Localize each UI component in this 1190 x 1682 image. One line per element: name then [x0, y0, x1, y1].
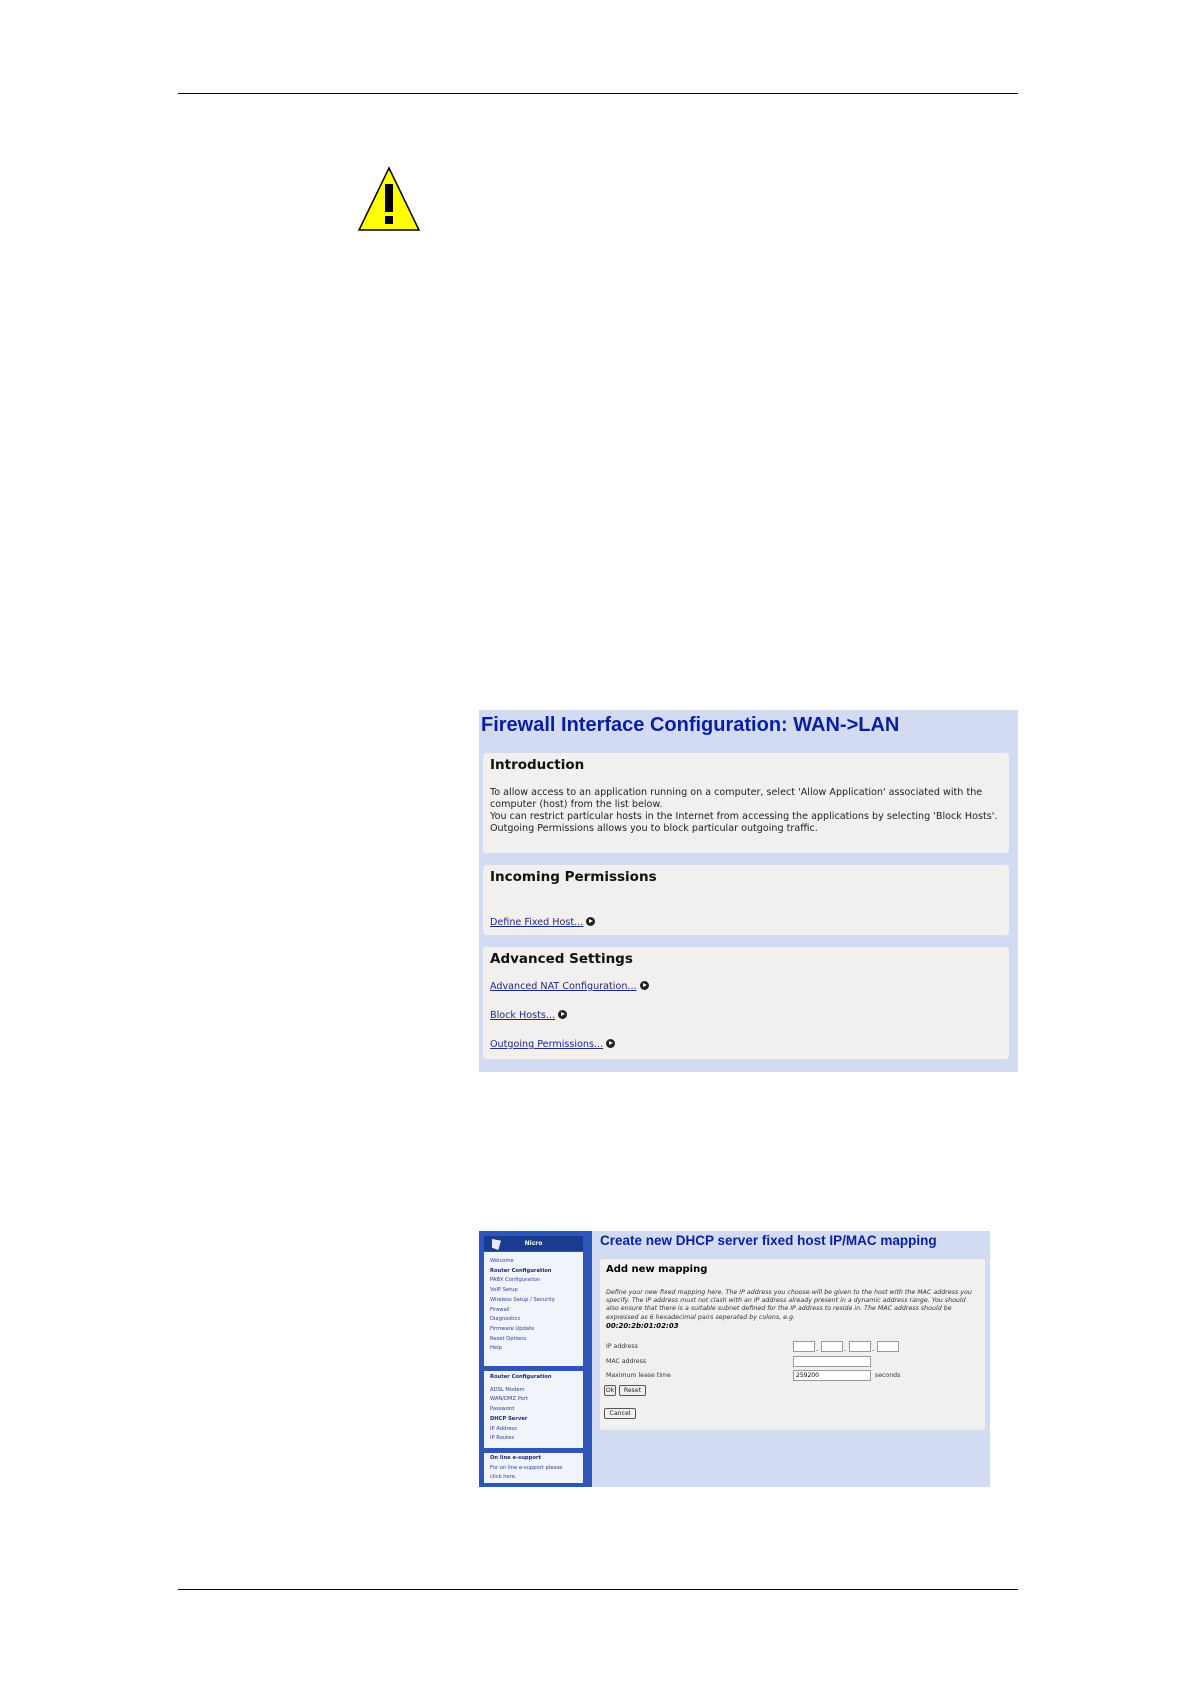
mac-address-input[interactable]	[793, 1356, 871, 1367]
ip-octet-3-input[interactable]	[849, 1341, 871, 1352]
block-hosts-label: Block Hosts...	[490, 1010, 555, 1021]
ip-octet-4-input[interactable]	[877, 1341, 899, 1352]
define-fixed-host-label: Define Fixed Host...	[490, 917, 584, 928]
lease-time-input[interactable]: 259200	[793, 1370, 871, 1381]
sidebar-item-pabx[interactable]: PABX Configuration	[490, 1277, 541, 1284]
ip-dot: .	[816, 1345, 819, 1353]
support-heading: On line e-support	[490, 1455, 541, 1461]
sidebar-item-help[interactable]: Help	[490, 1345, 502, 1352]
advanced-settings-heading: Advanced Settings	[490, 951, 633, 967]
add-mapping-heading: Add new mapping	[606, 1264, 708, 1275]
mapping-description: Define your new fixed mapping here. The IP address you choose will be given to the host with the MAC address you specify. The IP address must not clash with an IP address already present in a dynamic address range. You should also ensure that there is a suitable subnet defined for the IP address to reside in. The MAC address should be expressed as 6 hexadecimal pairs seperated by colons, e.g.	[606, 1289, 972, 1321]
ip-address-label: IP address	[606, 1343, 638, 1350]
sidebar-item-password[interactable]: Password	[490, 1406, 515, 1413]
firewall-title: Firewall Interface Configuration: WAN->LAN	[481, 714, 900, 736]
sidebar-item-firmware[interactable]: Firmware Update	[490, 1325, 535, 1332]
support-link[interactable]: click here.	[490, 1474, 517, 1481]
sidebar-router-menu	[484, 1371, 583, 1448]
intro-text-2: You can restrict particular hosts in the Internet from accessing the applications by selecting 'Block Hosts'.	[490, 811, 998, 822]
cancel-button[interactable]: Cancel	[604, 1408, 636, 1419]
mac-address-label: MAC address	[606, 1358, 647, 1365]
seconds-label: seconds	[875, 1372, 901, 1379]
ok-button[interactable]: Ok	[605, 1387, 615, 1394]
arrow-right-icon	[640, 981, 649, 990]
sidebar	[479, 1231, 592, 1487]
reset-button[interactable]: Reset	[619, 1385, 646, 1396]
header-rule	[178, 93, 1018, 94]
intro-text-3: Outgoing Permissions allows you to block particular outgoing traffic.	[490, 823, 818, 834]
sidebar-item-voip[interactable]: VoIP Setup	[490, 1287, 518, 1294]
sidebar-item-ip-routes[interactable]: IP Routes	[490, 1435, 515, 1442]
sidebar-item-reset[interactable]: Reset Options	[490, 1335, 527, 1342]
support-text: For on line e-support please	[490, 1464, 563, 1471]
define-fixed-host-link[interactable]	[490, 917, 595, 928]
mac-example: 00:20:2b:01:02:03	[606, 1322, 679, 1330]
brand-name: Nicro	[524, 1240, 543, 1247]
add-mapping-panel	[600, 1259, 985, 1430]
sidebar-item-dhcp-server[interactable]: DHCP Server	[490, 1415, 528, 1422]
sidebar-main-menu	[484, 1252, 583, 1366]
footer-rule	[178, 1589, 1018, 1590]
ip-octet-1-input[interactable]	[793, 1341, 815, 1352]
incoming-permissions-panel	[483, 865, 1009, 935]
dhcp-screenshot	[479, 1231, 990, 1487]
sidebar-item-adsl[interactable]: ADSL Modem	[490, 1386, 525, 1393]
warning-triangle-icon	[357, 166, 421, 232]
block-hosts-link[interactable]	[490, 1010, 567, 1021]
sidebar-item-welcome[interactable]: Welcome	[490, 1258, 514, 1264]
sidebar-item-wireless[interactable]: Wireless Setup / Security	[490, 1296, 555, 1303]
arrow-right-icon	[558, 1010, 567, 1019]
sidebar-item-router-configuration[interactable]: Router Configuration	[490, 1267, 552, 1274]
ip-dot: .	[872, 1345, 875, 1353]
introduction-heading: Introduction	[490, 757, 585, 773]
arrow-right-icon	[606, 1039, 615, 1048]
brand-logo-icon	[492, 1239, 501, 1250]
sidebar-item-wan-dmz[interactable]: WAN/DMZ Port	[490, 1396, 528, 1403]
lease-time-label: Maximum lease time	[606, 1372, 671, 1379]
sidebar-item-ip-address[interactable]: IP Address	[490, 1425, 517, 1432]
router-config-heading: Router Configuration	[490, 1374, 552, 1380]
advanced-settings-panel	[483, 947, 1009, 1059]
intro-text-1: To allow access to an application running on a computer, select 'Allow Application' associated with the computer (host) from the list below.	[490, 787, 983, 810]
advanced-nat-label: Advanced NAT Configuration...	[490, 981, 637, 992]
sidebar-item-firewall[interactable]: Firewall	[490, 1306, 510, 1313]
ip-dot: .	[844, 1345, 847, 1353]
sidebar-support-box	[484, 1453, 583, 1483]
incoming-permissions-heading: Incoming Permissions	[490, 869, 657, 885]
arrow-right-icon	[586, 917, 595, 926]
introduction-panel	[483, 753, 1009, 853]
ip-octet-2-input[interactable]	[821, 1341, 843, 1352]
sidebar-item-diagnostics[interactable]: Diagnostics	[490, 1316, 521, 1323]
dhcp-title: Create new DHCP server fixed host IP/MAC mapping	[600, 1233, 937, 1248]
outgoing-permissions-label: Outgoing Permissions...	[490, 1039, 604, 1050]
firewall-screenshot	[479, 710, 1018, 1072]
brand-header	[484, 1236, 583, 1251]
outgoing-permissions-link[interactable]	[490, 1039, 615, 1050]
advanced-nat-link[interactable]	[490, 981, 649, 992]
